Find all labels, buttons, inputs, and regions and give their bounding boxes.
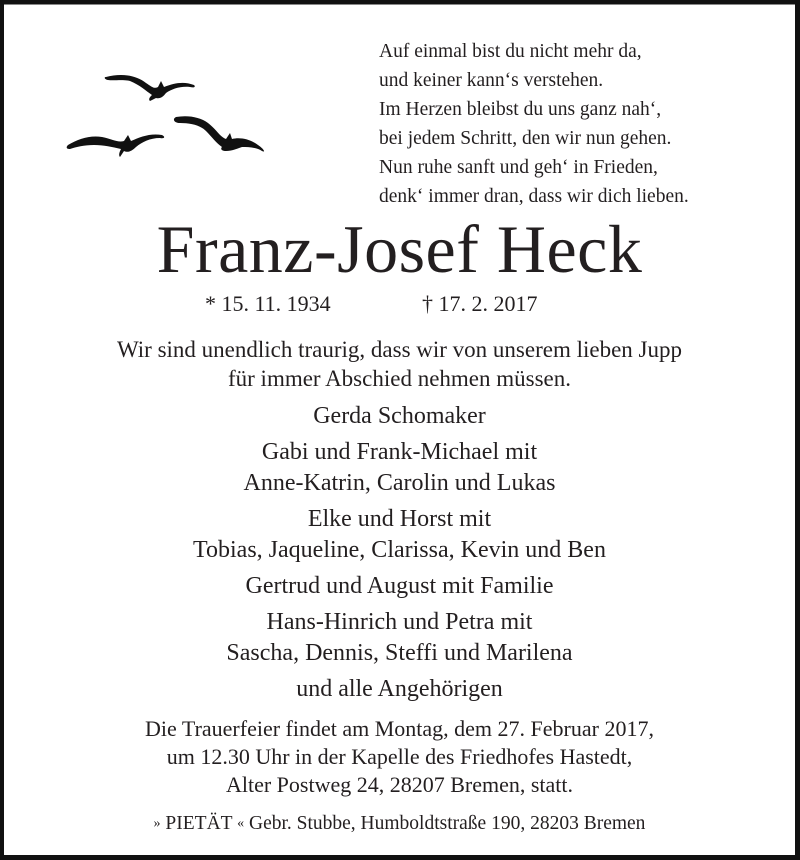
mourner-group [4, 504, 795, 566]
deceased-name: Franz-Josef Heck [156, 211, 643, 287]
funeral-service-info [4, 715, 795, 799]
mourner-line: Anne-Katrin, Carolin und Lukas [243, 470, 556, 496]
flying-birds-icon [66, 67, 276, 162]
mourner-line: Hans-Hinrich und Petra mit [266, 609, 533, 635]
birth-date: * 15. 11. 1934 [205, 291, 331, 316]
life-dates [4, 291, 795, 321]
service-line: um 12.30 Uhr in der Kapelle des Friedhofes Hastedt, [166, 744, 633, 769]
poem-line: bei jedem Schritt, den wir nun gehen. [379, 128, 672, 149]
funeral-home-address: Gebr. Stubbe, Humboldtstraße 190, 28203 Bremen [248, 813, 646, 834]
intro-line: für immer Abschied nehmen müssen. [227, 366, 571, 391]
poem-line: denk‘ immer dran, dass wir dich lieben. [379, 186, 689, 207]
poem-line: Nun ruhe sanft und geh‘ in Frieden, [379, 157, 658, 178]
poem [379, 37, 779, 211]
service-line: Die Trauerfeier findet am Montag, dem 27. Februar 2017, [145, 716, 654, 741]
service-line: Alter Postweg 24, 28207 Bremen, statt. [225, 772, 574, 797]
quote-close: « [237, 816, 245, 831]
quote-open: » [153, 816, 161, 831]
mourner-line: Elke und Horst mit [307, 506, 492, 532]
intro-text [4, 335, 795, 393]
mourner-line: Gertrud und August mit Familie [245, 573, 554, 599]
mourner-line: Tobias, Jaqueline, Clarissa, Kevin und Ben [193, 537, 606, 563]
mourner-line: und alle Angehörigen [296, 676, 503, 702]
mourner-group [4, 571, 795, 602]
intro-line: Wir sind unendlich traurig, dass wir von unserem lieben Jupp [116, 337, 683, 362]
death-date: † 17. 2. 2017 [422, 291, 538, 316]
funeral-home-name: PIETÄT [165, 813, 233, 834]
mourner-line: Gerda Schomaker [313, 403, 486, 429]
mourner-group [4, 607, 795, 669]
poem-line: und keiner kann‘s verstehen. [379, 70, 604, 91]
mourner-group [4, 674, 795, 705]
poem-line: Im Herzen bleibst du uns ganz nah‘, [379, 99, 662, 120]
mourners-list [4, 401, 795, 710]
mourner-group [4, 401, 795, 432]
obituary-notice [4, 4, 795, 855]
poem-line: Auf einmal bist du nicht mehr da, [379, 41, 642, 62]
mourner-group [4, 437, 795, 499]
mourner-line: Sascha, Dennis, Steffi und Marilena [226, 640, 573, 666]
mourner-line: Gabi und Frank-Michael mit [261, 439, 538, 465]
funeral-home-footer [4, 811, 795, 837]
